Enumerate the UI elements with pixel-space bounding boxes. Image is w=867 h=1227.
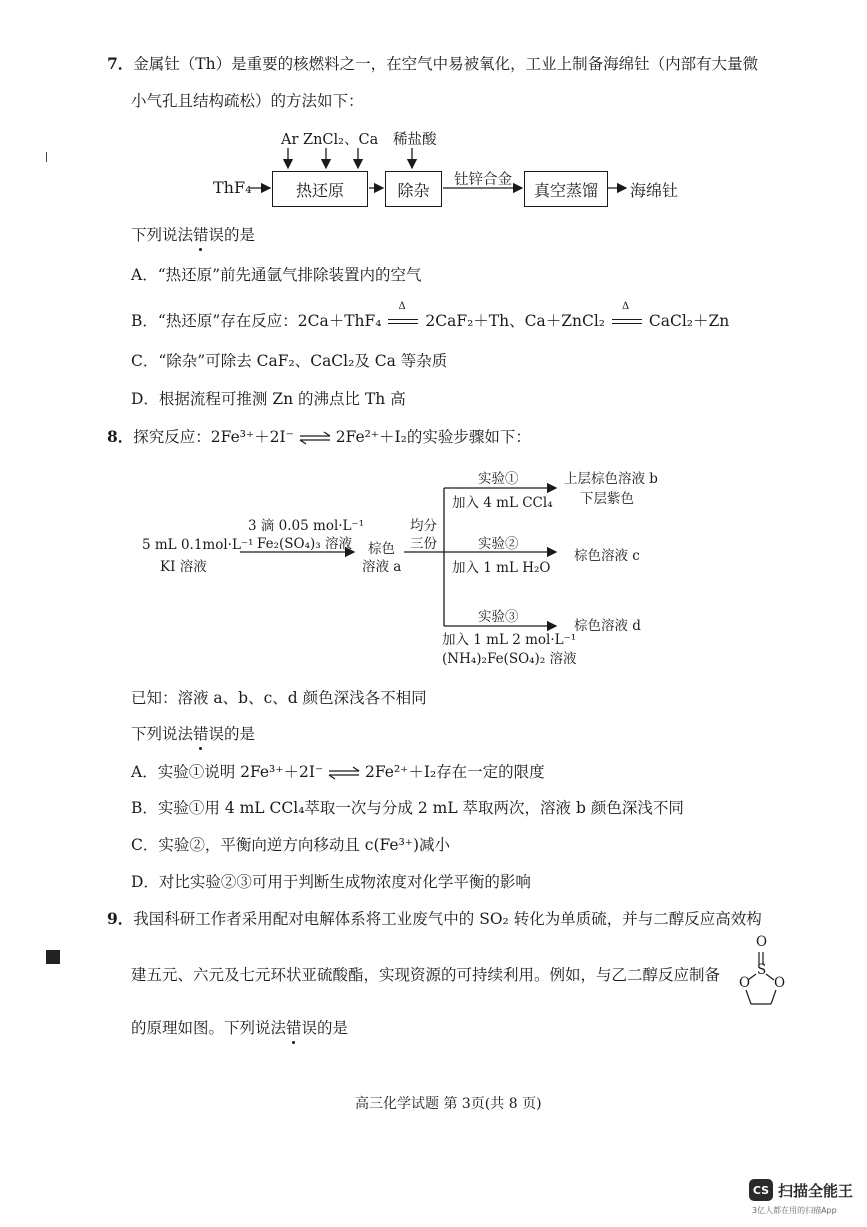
q8-reagent-1: 3 滴 0.05 mol·L⁻¹ [248,518,365,534]
q8-result-1b: 下层紫色 [580,491,634,507]
q8-result-1a: 上层棕色溶液 b [564,471,658,487]
q8-result-3: 棕色溶液 d [574,618,641,634]
q7-question: 下列说法错误的是 [131,226,256,244]
q7-start: ThF₄ [213,178,252,197]
q8-split-1: 均分 [410,518,437,534]
ring-o-top: O [756,934,768,950]
q8-stem: 8．探究反应：2Fe³⁺＋2I⁻ 2Fe²⁺＋I₂的实验步骤如下： [107,427,531,446]
q8-exp3-add-1: 加入 1 mL 2 mol·L⁻¹ [442,632,577,648]
page-footer: 高三化学试题 第 3页(共 8 页) [355,1096,542,1112]
q7-reagents-1: Ar ZnCl₂、Ca [281,132,379,148]
q7-box-impurity-removal: 除杂 [385,171,442,207]
q7-line2: 小气孔且结构疏松）的方法如下： [131,92,364,110]
q8-question: 下列说法错误的是 [131,725,256,743]
q7-number: 7． [107,54,134,73]
q8-exp3-add-2: (NH₄)₂Fe(SO₄)₂ 溶液 [442,651,577,667]
watermark-title: 扫描全能王 [778,1182,854,1200]
watermark-subtitle: 3亿人都在用的扫描App [752,1206,837,1215]
heat-equilibrium-sign-1: Δ [386,315,420,329]
ring-s: S [757,962,767,978]
q8-option-d: D．对比实验②③可用于判断生成物浓度对化学平衡的影响 [131,873,531,891]
q7-box-hot-reduction: 热还原 [272,171,368,207]
q8-option-b: B．实验①用 4 mL CCl₄萃取一次与分成 2 mL 萃取两次，溶液 b 颜色深浅不同 [131,799,684,817]
q7-end: 海绵钍 [630,181,679,200]
q8-reagent-2: Fe₂(SO₄)₃ 溶液 [257,536,352,552]
q7-option-c: C．“除杂”可除去 CaF₂、CaCl₂及 Ca 等杂质 [131,352,448,370]
q7-reagents-2: 稀盐酸 [393,132,437,148]
ring-o-left: O [739,975,751,991]
q7-option-b: B．“热还原”存在反应：2Ca＋ThF₄ Δ 2CaF₂＋Th、Ca＋ZnCl₂ Δ CaCl₂＋Zn [131,301,730,330]
q8-start-2: KI 溶液 [160,559,207,575]
q8-split-2: 三份 [410,536,437,552]
q8-known: 已知：溶液 a、b、c、d 颜色深浅各不相同 [131,689,427,707]
q8-mid-1: 棕色 [368,541,395,557]
heat-equilibrium-sign-2: Δ [610,315,644,329]
q8-start-1: 5 mL 0.1mol·L⁻¹ [142,537,254,553]
q8-exp2-add: 加入 1 mL H₂O [452,560,551,576]
ring-o-right: O [774,975,786,991]
q7-option-a: A．“热还原”前先通氩气排除装置内的空气 [131,266,422,284]
q9-line2: 建五元、六元及七元环状亚硫酸酯，实现资源的可持续利用。例如，与乙二醇反应制备 [131,966,721,984]
q8-option-c: C．实验②，平衡向逆方向移动且 c(Fe³⁺)减小 [131,836,451,854]
q8-exp1-label: 实验① [478,471,519,487]
q9-line1: 9．我国科研工作者采用配对电解体系将工业废气中的 SO₂ 转化为单质硫，并与二醇反应高效构 [107,909,762,928]
q7-line1: 7．金属钍（Th）是重要的核燃料之一，在空气中易被氧化，工业上制备海绵钍（内部有大量微 [107,54,759,73]
q8-option-a: A．实验①说明 2Fe³⁺＋2I⁻ 2Fe²⁺＋I₂存在一定的限度 [131,763,545,781]
q8-exp1-add: 加入 4 mL CCl₄ [452,495,553,511]
q7-box-vacuum-distill: 真空蒸馏 [524,171,608,207]
camscanner-logo-icon: CS [749,1179,773,1201]
q8-exp2-label: 实验② [478,536,519,552]
q9-line3: 的原理如图。下列说法错误的是 [131,1019,349,1037]
q7-arrow-label: 钍锌合金 [454,172,512,188]
q8-result-2: 棕色溶液 c [574,548,640,564]
q7-option-d: D．根据流程可推测 Zn 的沸点比 Th 高 [131,390,406,408]
q8-exp3-label: 实验③ [478,609,519,625]
q8-mid-2: 溶液 a [362,559,402,575]
